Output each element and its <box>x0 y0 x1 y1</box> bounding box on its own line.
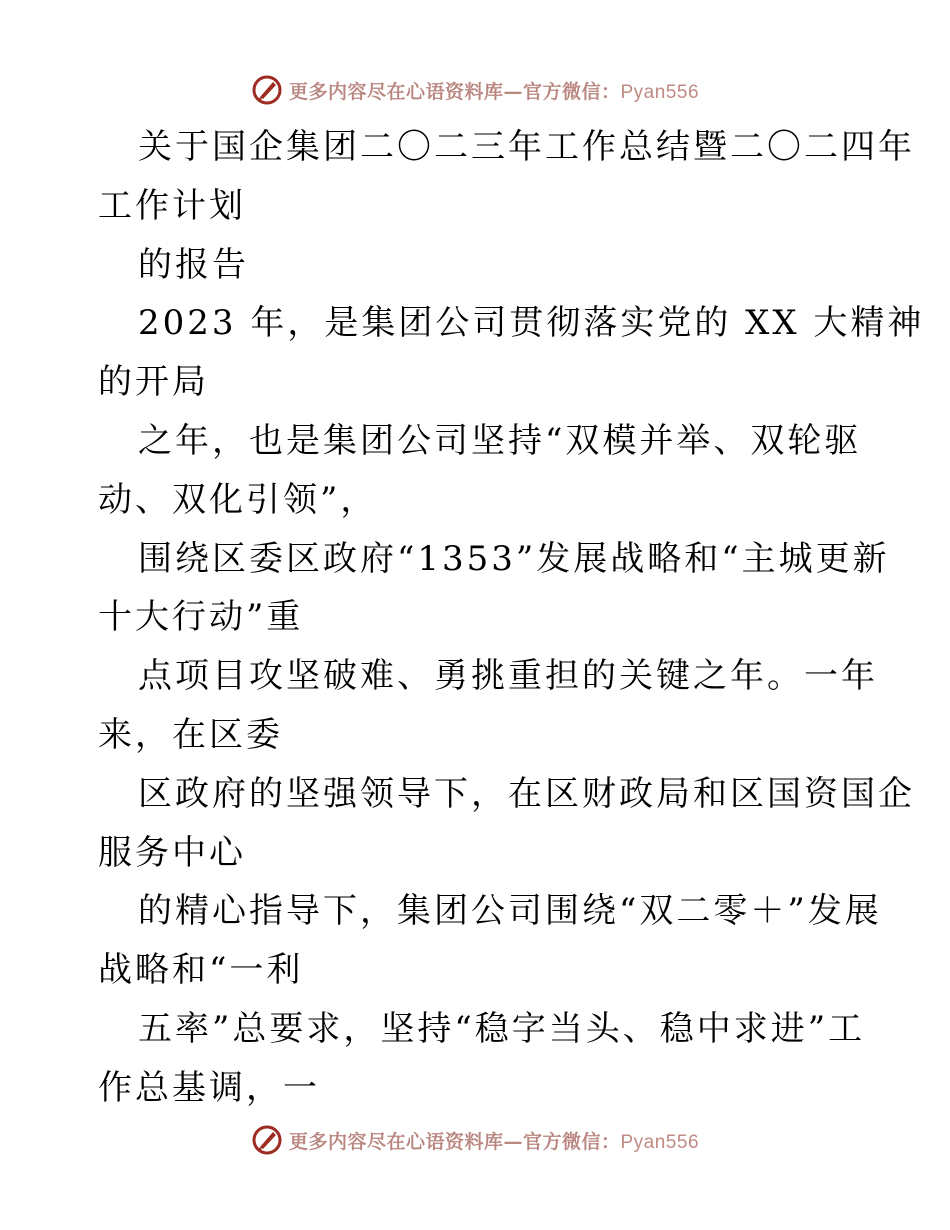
footer-banner <box>0 1120 950 1160</box>
paragraph-line: 作总基调，一 <box>98 1067 320 1108</box>
paragraph-line: 的开局 <box>98 362 209 403</box>
paragraph-line: 之年，也是集团公司坚持“双模并举、双轮驱 <box>138 420 862 461</box>
paragraph-line: 战略和“一利 <box>98 950 304 991</box>
header-banner-text <box>289 77 699 104</box>
paragraph-line: 区政府的坚强领导下，在区财政局和区国资国企 <box>138 773 915 814</box>
footer-banner-wechat-id: Pyan556 <box>620 1131 700 1153</box>
footer-banner-text <box>289 1127 699 1154</box>
header-banner-wechat-id: Pyan556 <box>620 81 700 103</box>
paragraph-line: 五率”总要求，坚持“稳字当头、稳中求进”工 <box>138 1008 866 1049</box>
paragraph-line: 围绕区委区政府“1353”发展战略和“主城更新 <box>138 538 890 579</box>
paragraph-line: 十大行动”重 <box>98 597 304 638</box>
footer-banner-label: 更多内容尽在心语资料库—官方微信： <box>288 1130 621 1153</box>
paragraph-line: 的精心指导下，集团公司围绕“双二零＋”发展 <box>138 891 882 932</box>
header-banner <box>0 70 950 110</box>
paragraph-line: 来，在区委 <box>98 714 283 755</box>
paragraph-line: 点项目攻坚破难、勇挑重担的关键之年。一年 <box>138 656 878 697</box>
title-line-3: 的报告 <box>138 244 249 285</box>
paragraph-line: 动、双化引领”， <box>98 479 378 520</box>
title-line-1: 关于国企集团二〇二三年工作总结暨二〇二四年 <box>138 127 915 167</box>
document-body <box>98 118 925 1118</box>
header-banner-label: 更多内容尽在心语资料库—官方微信： <box>288 80 621 103</box>
paragraph-line: 服务中心 <box>98 832 246 873</box>
title-line-2: 工作计划 <box>98 185 246 226</box>
quill-seal-icon <box>251 1124 283 1156</box>
quill-seal-icon <box>251 74 283 106</box>
paragraph-line: 2023 年，是集团公司贯彻落实党的 XX 大精神 <box>138 303 925 344</box>
